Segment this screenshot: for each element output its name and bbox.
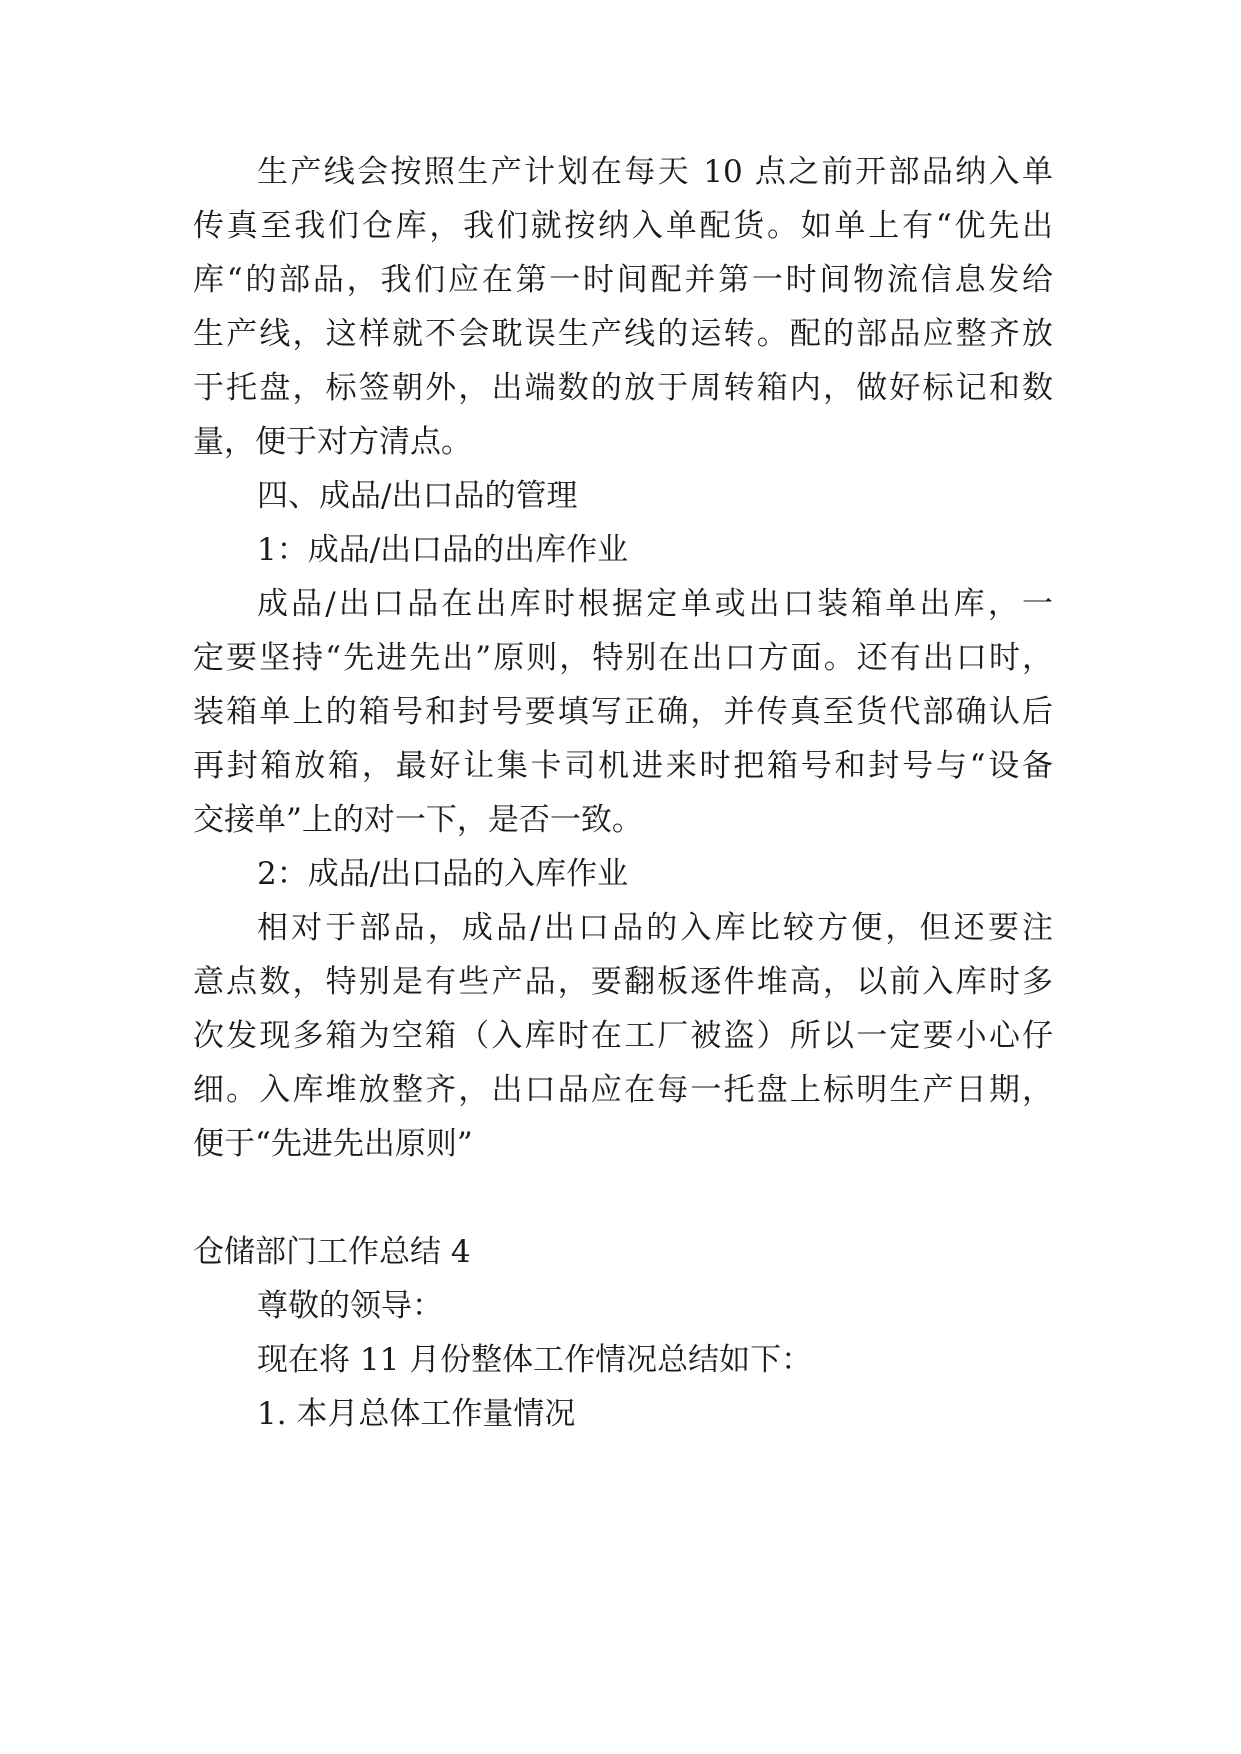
paragraph-line: 细。入库堆放整齐，出口品应在每一托盘上标明生产日期， [193,1072,1053,1108]
paragraph-line: 库“的部品，我们应在第一时间配并第一时间物流信息发给 [193,262,1053,298]
subsection-heading: 2：成品/出口品的入库作业 [257,856,629,892]
subsection-heading: 1：成品/出口品的出库作业 [257,532,629,568]
list-item-heading: 1. 本月总体工作量情况 [257,1396,576,1432]
paragraph-line: 量，便于对方清点。 [193,424,472,460]
paragraph-line: 定要坚持“先进先出”原则，特别在出口方面。还有出口时， [193,640,1053,676]
section-heading: 四、成品/出口品的管理 [257,478,578,514]
paragraph-line: 成品/出口品在出库时根据定单或出口装箱单出库，一 [257,586,1053,622]
paragraph-line: 次发现多箱为空箱（入库时在工厂被盗）所以一定要小心仔 [193,1018,1053,1054]
paragraph-line: 再封箱放箱，最好让集卡司机进来时把箱号和封号与“设备 [193,748,1053,784]
paragraph-line: 生产线，这样就不会耽误生产线的运转。配的部品应整齐放 [193,316,1053,352]
section-title: 仓储部门工作总结 4 [193,1234,471,1270]
paragraph-line: 装箱单上的箱号和封号要填写正确，并传真至货代部确认后 [193,694,1053,730]
paragraph-line: 便于“先进先出原则” [193,1126,473,1162]
paragraph-line: 现在将 11 月份整体工作情况总结如下： [257,1342,813,1378]
paragraph-line: 意点数，特别是有些产品，要翻板逐件堆高，以前入库时多 [193,964,1053,1000]
paragraph-line: 于托盘，标签朝外，出端数的放于周转箱内，做好标记和数 [193,370,1053,406]
paragraph-line: 相对于部品，成品/出口品的入库比较方便，但还要注 [257,910,1053,946]
salutation: 尊敬的领导： [257,1288,443,1324]
paragraph-line: 交接单”上的对一下，是否一致。 [193,802,643,838]
paragraph-line: 传真至我们仓库，我们就按纳入单配货。如单上有“优先出 [193,208,1053,244]
paragraph-line: 生产线会按照生产计划在每天 10 点之前开部品纳入单 [257,154,1053,190]
